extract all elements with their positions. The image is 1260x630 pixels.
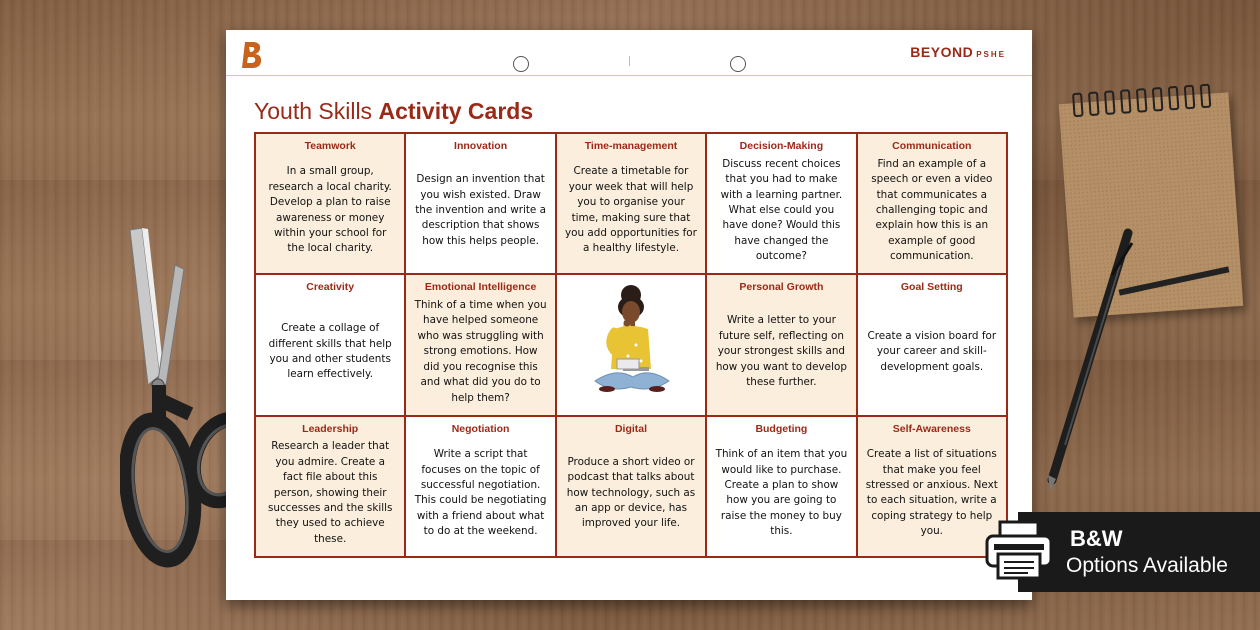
card-text: Create a vision board for your career and skill-development goals. — [867, 329, 997, 373]
header-divider — [226, 75, 1032, 76]
banner-line1: B&W — [1070, 526, 1123, 551]
card-title: Teamwork — [304, 140, 356, 152]
card-innovation — [405, 133, 555, 274]
fold-mark — [629, 56, 630, 66]
page-title — [254, 98, 533, 125]
card-title: Creativity — [306, 281, 355, 294]
card-text: Find an example of a speech or even a video that communicates a challenging topic and explain how this is an example of good communication. — [871, 157, 993, 263]
card-personal-growth — [706, 274, 856, 415]
card-negotiation — [405, 416, 555, 557]
student-illustration — [581, 281, 681, 409]
card-leadership — [255, 416, 405, 557]
beyond-logo-icon — [240, 40, 264, 70]
card-teamwork — [255, 133, 405, 274]
worksheet — [226, 30, 1032, 600]
printer-icon — [984, 518, 1054, 580]
card-title: Time-management — [584, 140, 678, 152]
card-creativity — [255, 274, 405, 415]
card-text: Create a collage of different skills that help you and other students learn effectively. — [268, 322, 392, 381]
card-title: Decision-Making — [739, 140, 824, 152]
card-title: Leadership — [302, 422, 359, 435]
brand-sub: PSHE — [976, 50, 1006, 59]
card-text: In a small group, research a local charity. Develop a plan to raise awareness or money within your school for the local charity. — [268, 165, 392, 255]
card-digital — [556, 416, 706, 557]
card-text: Discuss recent choices that you had to make with a learning partner. What else could you have done? Would this have changed the outcome? — [720, 157, 843, 263]
banner-line2: Options Available — [1066, 554, 1228, 577]
card-emotional-intelligence — [405, 274, 555, 415]
card-time-management — [556, 133, 706, 274]
card-text: Research a leader that you admire. Create a fact file about this person, showing their successes and the skills they used to achieve these. — [267, 440, 393, 545]
card-title: Emotional Intelligence — [424, 281, 537, 294]
card-title: Digital — [614, 422, 648, 435]
card-text: Think of a time when you have helped someone who was struggling with strong emotions. How did you recognise this and what did you do to help them? — [414, 299, 547, 404]
bw-options-banner — [1018, 512, 1260, 592]
brand-name: BEYOND — [910, 44, 974, 60]
card-title: Goal Setting — [900, 281, 963, 294]
card-communication — [857, 133, 1007, 274]
card-title: Self-Awareness — [892, 422, 971, 435]
card-text: Think of an item that you would like to purchase. Create a plan to show how you are going to raise the money to buy this. — [715, 448, 848, 538]
card-text: Write a script that focuses on the topic of successful negotiation. This could be negotiating with a friend about what to do at the weekend. — [414, 448, 547, 538]
card-text: Design an invention that you wish existed. Draw the invention and write a description that shows how this helps people. — [415, 173, 546, 247]
card-title: Personal Growth — [739, 281, 824, 294]
punch-hole-left — [513, 56, 529, 72]
card-title: Communication — [892, 140, 972, 152]
card-decision-making — [706, 133, 856, 274]
title-light: Youth Skills — [254, 98, 373, 124]
card-title: Negotiation — [451, 422, 510, 435]
card-goal-setting — [857, 274, 1007, 415]
punch-hole-right — [730, 56, 746, 72]
card-text: Create a timetable for your week that will help you to organise your time, making sure that you add opportunities for a healthy lifestyle. — [565, 165, 697, 255]
card-title: Innovation — [454, 140, 508, 152]
card-text: Write a letter to your future self, reflecting on your strongest skills and how you want to develop these further. — [715, 314, 847, 389]
card-text: Produce a short video or podcast that talks about how technology, such as an app or device, has improved your life. — [566, 455, 696, 530]
card-illustration — [556, 274, 706, 415]
pen — [1040, 225, 1140, 495]
card-text: Create a list of situations that make you feel stressed or anxious. Next to each situation, write a coping strategy to help you. — [865, 448, 998, 538]
card-title: Budgeting — [755, 422, 808, 435]
card-budgeting — [706, 416, 856, 557]
activity-card-grid — [254, 132, 1008, 558]
brand-wordmark — [910, 44, 1006, 60]
title-bold: Activity Cards — [378, 98, 534, 124]
